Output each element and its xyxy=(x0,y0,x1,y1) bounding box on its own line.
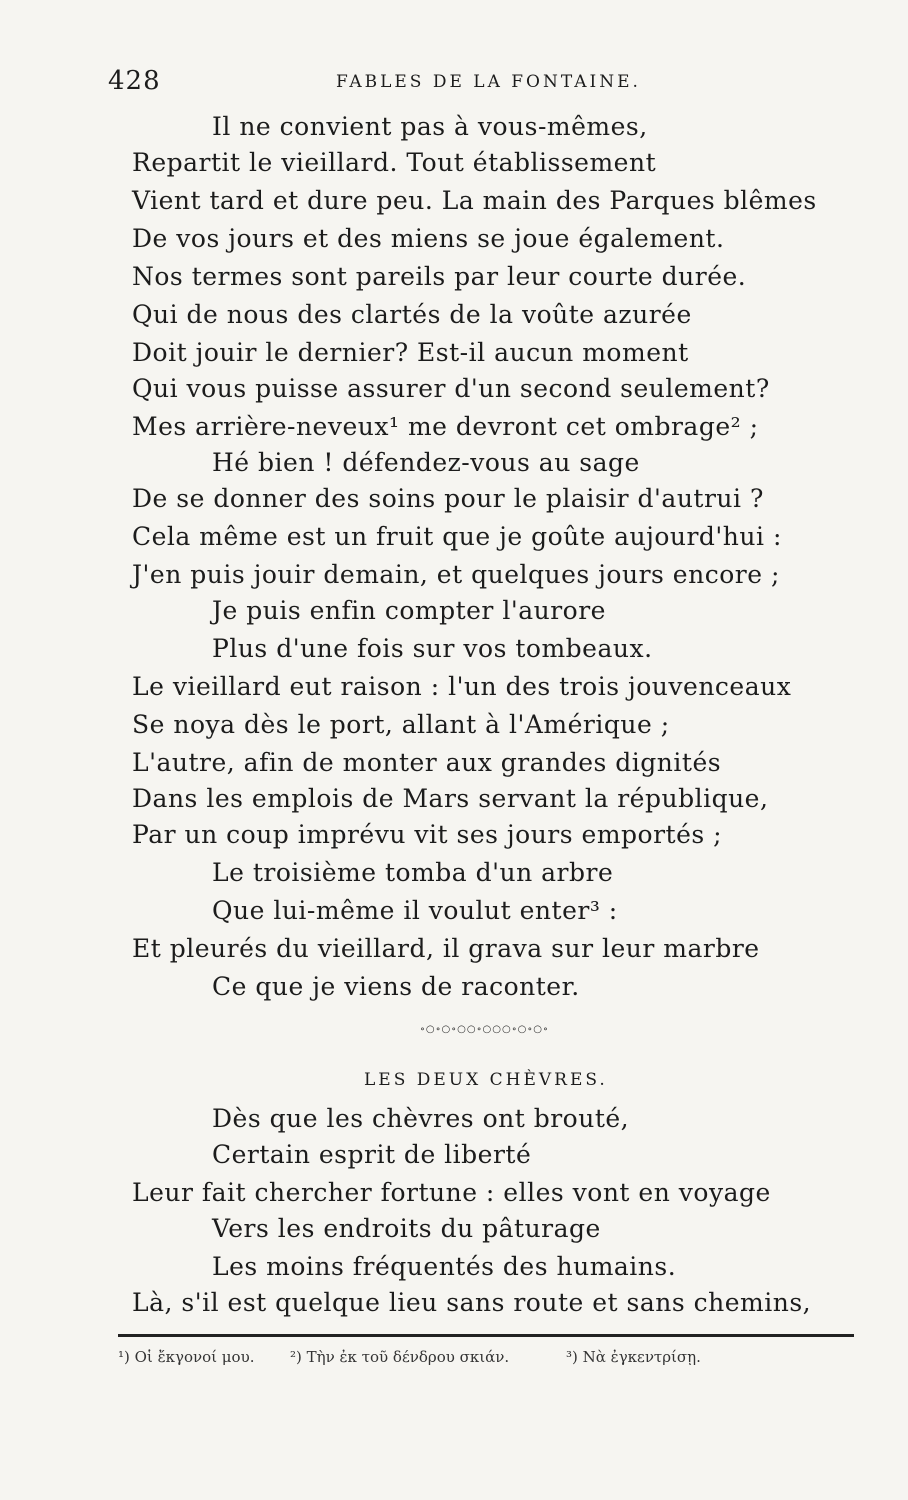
verse-line: Qui de nous des clartés de la voûte azurée xyxy=(132,300,692,329)
section-title: LES DEUX CHÈVRES. xyxy=(364,1070,608,1090)
verse-line: Leur fait chercher fortune : elles vont en voyage xyxy=(132,1178,771,1207)
running-title: FABLES DE LA FONTAINE. xyxy=(336,72,641,92)
verse-line: J'en puis jouir demain, et quelques jours encore ; xyxy=(132,560,780,589)
verse-line: Là, s'il est quelque lieu sans route et sans chemins, xyxy=(132,1288,812,1317)
footnotes xyxy=(118,1348,854,1378)
verse-line: Doit jouir le dernier? Est-il aucun moment xyxy=(132,338,689,367)
verse-line: Le troisième tomba d'un arbre xyxy=(212,858,614,887)
verse-line: Cela même est un fruit que je goûte aujourd'hui : xyxy=(132,522,782,551)
verse-line: Le vieillard eut raison : l'un des trois jouvenceaux xyxy=(132,672,792,701)
verse-line: L'autre, afin de monter aux grandes dignités xyxy=(132,748,722,777)
verse-line: Repartit le vieillard. Tout établissement xyxy=(132,148,657,177)
verse-line: Et pleurés du vieillard, il grava sur leur marbre xyxy=(132,934,760,963)
verse-line: Mes arrière-neveux¹ me devront cet ombrage² ; xyxy=(132,412,759,441)
footnote-rule xyxy=(118,1334,854,1337)
verse-line: Hé bien ! défendez-vous au sage xyxy=(212,448,640,477)
verse-line: Vers les endroits du pâturage xyxy=(212,1214,601,1243)
section-ornament: ∘○∘○∘○○∘○○○∘○∘○∘ xyxy=(420,1024,549,1035)
verse-line: Plus d'une fois sur vos tombeaux. xyxy=(212,634,653,663)
verse-line: Nos termes sont pareils par leur courte durée. xyxy=(132,262,747,291)
verse-line: Je puis enfin compter l'aurore xyxy=(212,596,606,625)
verse-line: Se noya dès le port, allant à l'Amérique ; xyxy=(132,710,670,739)
page-header xyxy=(108,66,868,96)
page-number: 428 xyxy=(108,66,161,96)
footnote: ¹) Οἱ ἔκγονοί μου. xyxy=(118,1348,255,1366)
verse-line: Les moins fréquentés des humains. xyxy=(212,1252,677,1281)
verse-line: Ce que je viens de raconter. xyxy=(212,972,580,1001)
verse-line: Dans les emplois de Mars servant la république, xyxy=(132,784,769,813)
verse-line: Vient tard et dure peu. La main des Parques blêmes xyxy=(132,186,817,215)
verse-line: Par un coup imprévu vit ses jours emportés ; xyxy=(132,820,723,849)
footnote: ³) Νὰ ἐγκεντρίσῃ. xyxy=(566,1348,701,1366)
verse-line: Il ne convient pas à vous-mêmes, xyxy=(212,112,648,141)
verse-line: De vos jours et des miens se joue également. xyxy=(132,224,725,253)
verse-line: De se donner des soins pour le plaisir d'autrui ? xyxy=(132,484,764,513)
footnote: ²) Τὴν ἐκ τοῦ δένδρου σκιάν. xyxy=(290,1348,510,1366)
verse-line: Que lui-même il voulut enter³ : xyxy=(212,896,618,925)
verse-line: Qui vous puisse assurer d'un second seulement? xyxy=(132,374,770,403)
verse-line: Dès que les chèvres ont brouté, xyxy=(212,1104,630,1133)
verse-line: Certain esprit de liberté xyxy=(212,1140,532,1169)
